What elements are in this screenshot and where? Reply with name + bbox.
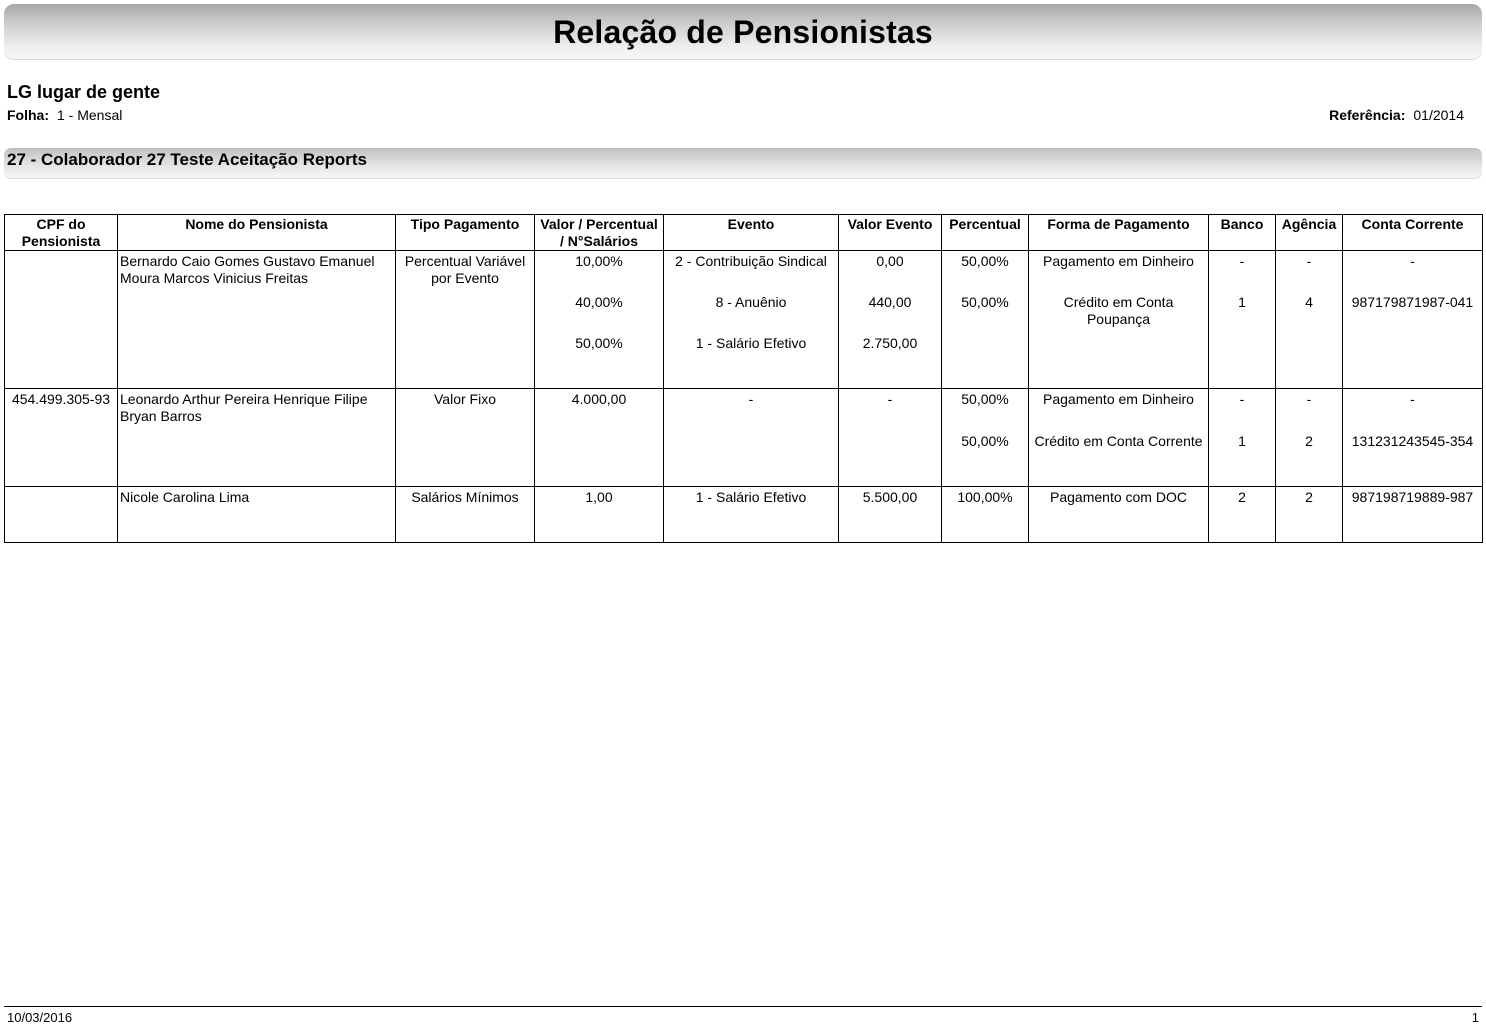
cell-percentuais (942, 389, 1029, 487)
folha-info (7, 107, 122, 123)
header-cpf: CPF do Pensionista (5, 215, 118, 251)
header-banco: Banco (1209, 215, 1276, 251)
cell-valores: 1,00 (535, 487, 664, 543)
agencia-line: - (1306, 253, 1312, 269)
cell-bancos (1209, 251, 1276, 389)
evento-line: 2 - Contribuição Sindical (675, 253, 827, 269)
employee-heading: 27 - Colaborador 27 Teste Aceitação Reports (7, 150, 367, 169)
valor-evento-line: 2.750,00 (862, 335, 918, 351)
cell-nome: Leonardo Arthur Pereira Henrique Filipe Bryan Barros (118, 389, 396, 487)
percentual-line: 50,00% (961, 391, 1009, 407)
cell-formas (1029, 251, 1209, 389)
footer-date: 10/03/2016 (7, 1010, 73, 1025)
referencia-info (1329, 107, 1464, 123)
cell-valores-evento: - (839, 389, 942, 487)
table-header-row (5, 215, 1483, 251)
company-name: LG lugar de gente (7, 82, 161, 102)
cell-contas (1343, 389, 1483, 487)
report-title: Relação de Pensionistas (553, 13, 933, 50)
valor-line: 40,00% (575, 294, 623, 310)
cell-eventos: - (664, 389, 839, 487)
cell-valores (535, 251, 664, 389)
cell-valores: 4.000,00 (535, 389, 664, 487)
cell-cpf (5, 251, 118, 389)
banco-line: 1 (1238, 294, 1246, 310)
cell-eventos (664, 251, 839, 389)
header-nome: Nome do Pensionista (118, 215, 396, 251)
report-title-bar (4, 4, 1482, 60)
header-forma-pagamento: Forma de Pagamento (1029, 215, 1209, 251)
header-valor-evento: Valor Evento (839, 215, 942, 251)
cell-tipo: Valor Fixo (396, 389, 535, 487)
cell-tipo: Percentual Variável por Evento (396, 251, 535, 389)
percentual-line: 50,00% (961, 253, 1009, 269)
banco-line: - (1239, 253, 1245, 269)
valor-evento-line: 0,00 (876, 253, 904, 269)
evento-line: 1 - Salário Efetivo (695, 335, 807, 351)
referencia-label: Referência: (1329, 107, 1406, 123)
forma-line: Pagamento em Dinheiro (1043, 391, 1194, 407)
conta-line: - (1410, 391, 1415, 407)
forma-line: Crédito em Conta Corrente (1034, 433, 1203, 449)
cell-nome: Nicole Carolina Lima (118, 487, 396, 543)
folha-value: 1 - Mensal (57, 107, 123, 123)
header-agencia: Agência (1276, 215, 1343, 251)
table-row (5, 251, 1483, 389)
cell-nome: Bernardo Caio Gomes Gustavo Emanuel Moura Marcos Vinicius Freitas (118, 251, 396, 389)
cell-formas: Pagamento com DOC (1029, 487, 1209, 543)
percentual-line: 50,00% (961, 294, 1009, 310)
cell-contas: 987198719889-987 (1343, 487, 1483, 543)
cell-valores-evento (839, 251, 942, 389)
header-conta-corrente: Conta Corrente (1343, 215, 1483, 251)
cell-percentuais (942, 251, 1029, 389)
cell-agencias (1276, 389, 1343, 487)
evento-line: 8 - Anuênio (715, 294, 787, 310)
header-evento: Evento (664, 215, 839, 251)
agencia-line: - (1306, 391, 1312, 407)
conta-line: 131231243545-354 (1351, 433, 1474, 449)
banco-line: - (1239, 391, 1245, 407)
header-percentual: Percentual (942, 215, 1029, 251)
percentual-line: 50,00% (961, 433, 1009, 449)
table-row (5, 487, 1483, 543)
cell-bancos: 2 (1209, 487, 1276, 543)
folha-label: Folha: (7, 107, 49, 123)
cell-agencias: 2 (1276, 487, 1343, 543)
forma-line: Crédito em Conta Poupança (1063, 294, 1174, 327)
footer-divider (4, 1006, 1482, 1007)
table-row (5, 389, 1483, 487)
conta-line: 987179871987-041 (1351, 294, 1474, 310)
header-valor-percentual: Valor / Percentual / N°Salários (535, 215, 664, 251)
cell-valores-evento: 5.500,00 (839, 487, 942, 543)
banco-line: 1 (1238, 433, 1246, 449)
cell-formas (1029, 389, 1209, 487)
cell-contas (1343, 251, 1483, 389)
pensioners-table (4, 214, 1483, 543)
valor-line: 10,00% (575, 253, 623, 269)
cell-bancos (1209, 389, 1276, 487)
agencia-line: 4 (1305, 294, 1313, 310)
cell-tipo: Salários Mínimos (396, 487, 535, 543)
valor-evento-line: 440,00 (868, 294, 912, 310)
valor-line: 50,00% (575, 335, 623, 351)
agencia-line: 2 (1305, 433, 1313, 449)
cell-eventos: 1 - Salário Efetivo (664, 487, 839, 543)
forma-line: Pagamento em Dinheiro (1043, 253, 1194, 269)
employee-section-bar (4, 148, 1482, 179)
cell-percentuais: 100,00% (942, 487, 1029, 543)
referencia-value: 01/2014 (1413, 107, 1464, 123)
cell-agencias (1276, 251, 1343, 389)
conta-line: - (1410, 253, 1415, 269)
footer-page-number: 1 (1471, 1010, 1479, 1025)
header-tipo-pagamento: Tipo Pagamento (396, 215, 535, 251)
cell-cpf (5, 487, 118, 543)
cell-cpf: 454.499.305-93 (5, 389, 118, 487)
